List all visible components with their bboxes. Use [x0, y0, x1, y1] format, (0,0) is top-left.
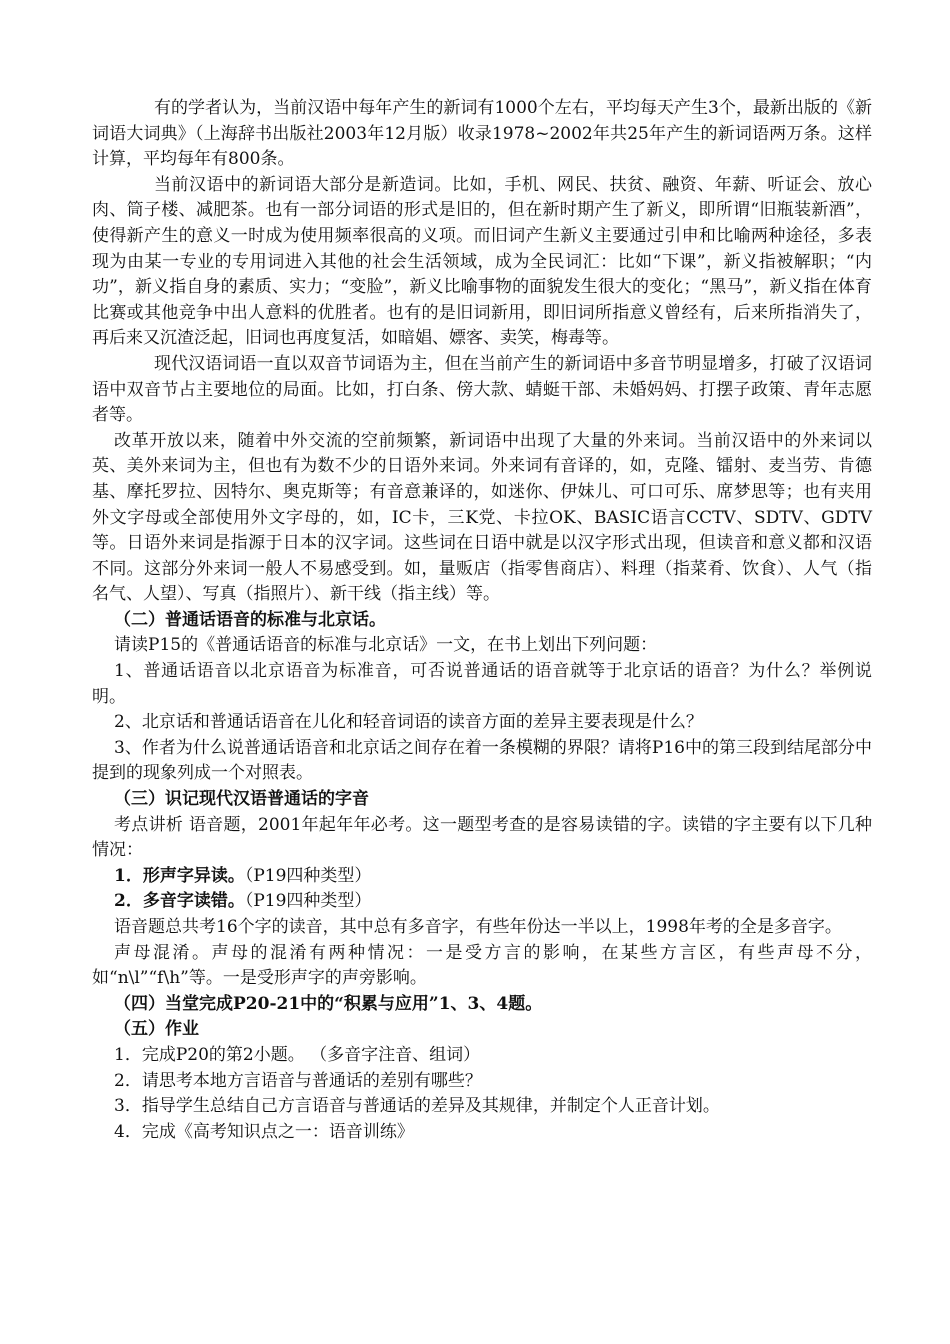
- section-heading-4: （四）当堂完成P20-21中的“积累与应用”1、3、4题。: [114, 993, 543, 1014]
- section3-paragraph-1: 语音题总共考16个字的读音，其中总有多音字，有些年份达一半以上，1998年考的全是多音字。: [114, 917, 842, 937]
- section2-question-3: 3、作者为什么说普通话语音和北京话之间存在着一条模糊的界限？请将P16中的第三段到结尾部分中提到的现象列成一个对照表。: [92, 737, 872, 784]
- item-1-title: 1．形声字异读。: [114, 865, 245, 886]
- document-body: [92, 96, 872, 1145]
- section-heading-3: （三）识记现代汉语普通话的字音: [114, 789, 369, 810]
- homework-item-1: 1．完成P20的第2小题。 （多音字注音、组词）: [114, 1044, 481, 1065]
- section3-paragraph-2: 声母混淆。声母的混淆有两种情况：一是受方言的影响，在某些方言区，有些声母不分，如“n\l”“f\h”等。一是受形声字的声旁影响。: [92, 942, 872, 989]
- section-heading-5: （五）作业: [114, 1019, 199, 1040]
- homework-item-3: 3．指导学生总结自己方言语音与普通话的差异及其规律，并制定个人正音计划。: [114, 1096, 720, 1117]
- section3-intro: 考点讲析 语音题，2001年起年年必考。这一题型考查的是容易读错的字。读错的字主要有以下几种情况：: [92, 814, 872, 861]
- homework-item-4: 4．完成《高考知识点之一：语音训练》: [114, 1121, 414, 1142]
- section-heading-2: （二）普通话语音的标准与北京话。: [114, 609, 386, 630]
- item-1-note: （P19四种类型）: [244, 865, 372, 886]
- item-2-note: （P19四种类型）: [244, 891, 372, 912]
- section2-intro: 请读P15的《普通话语音的标准与北京话》一文，在书上划出下列问题：: [114, 635, 658, 656]
- section3-item-1: [92, 864, 872, 890]
- paragraph-new-coinages: 当前汉语中的新词语大部分是新造词。比如，手机、网民、扶贫、融资、年薪、听证会、放心肉、筒子楼、减肥茶。也有一部分词语的形式是旧的，但在新时期产生了新义，即所谓“旧瓶装新酒”，使得新产生的意义一时成为使用频率很高的义项。而旧词产生新义主要通过引申和比喻两种途径，多表现为由某一专业的专用词进入其他的社会生活领域，成为全民词汇：比如“下课”，新义指被解职；“内功”，新义指自身的素质、实力；“变脸”，新义比喻事物的面貌发生很大的变化；“黑马”，新义指在体育比赛或其他竞争中出人意料的优胜者。也有的是旧词新用，即旧词所指意义曾经有，后来所指消失了，再后来又沉渣泛起，旧词也再度复活，如暗娼、嫖客、卖笑，梅毒等。: [92, 174, 872, 349]
- section2-question-1: 1、普通话语音以北京语音为标准音，可否说普通话的语音就等于北京话的语音？为什么？举例说明。: [92, 661, 872, 707]
- section3-item-2: [92, 889, 872, 915]
- paragraph-loanwords: 改革开放以来，随着中外交流的空前频繁，新词语中出现了大量的外来词。当前汉语中的外来词以英、美外来词为主，但也有为数不少的日语外来词。外来词有音译的，如，克隆、镭射、麦当劳、肯德基、摩托罗拉、因特尔、奥克斯等；有音意兼译的，如迷你、伊妹儿、可口可乐、席梦思等；也有夹用外文字母或全部使用外文字母的，如，IC卡，三K党、卡拉OK、BASIC语言CCTV、SDTV、GDTV等。日语外来词是指源于日本的汉字词。这些词在日语中就是以汉字形式出现，但读音和意义都和汉语不同。这部分外来词一般人不易感受到。如，量贩店（指零售商店）、料理（指菜肴、饮食）、人气（指名气、人望）、写真（指照片）、新干线（指主线）等。: [92, 430, 872, 605]
- section2-question-2: 2、北京话和普通话语音在儿化和轻音词语的读音方面的差异主要表现是什么？: [114, 712, 703, 733]
- paragraph-new-words-count: 有的学者认为，当前汉语中每年产生的新词有1000个左右，平均每天产生3个，最新出版的《新词语大词典》（上海辞书出版社2003年12月版）收录1978~2002年共25年产生的新词语两万条。这样计算，平均每年有800条。: [92, 98, 872, 170]
- paragraph-multisyllable: 现代汉语词语一直以双音节词语为主，但在当前产生的新词语中多音节明显增多，打破了汉语词语中双音节占主要地位的局面。比如，打白条、傍大款、蜻蜓干部、未婚妈妈、打摆子政策、青年志愿者等。: [92, 353, 872, 426]
- item-2-title: 2．多音字读错。: [114, 891, 245, 912]
- homework-item-2: 2．请思考本地方言语音与普通话的差别有哪些？: [114, 1070, 482, 1091]
